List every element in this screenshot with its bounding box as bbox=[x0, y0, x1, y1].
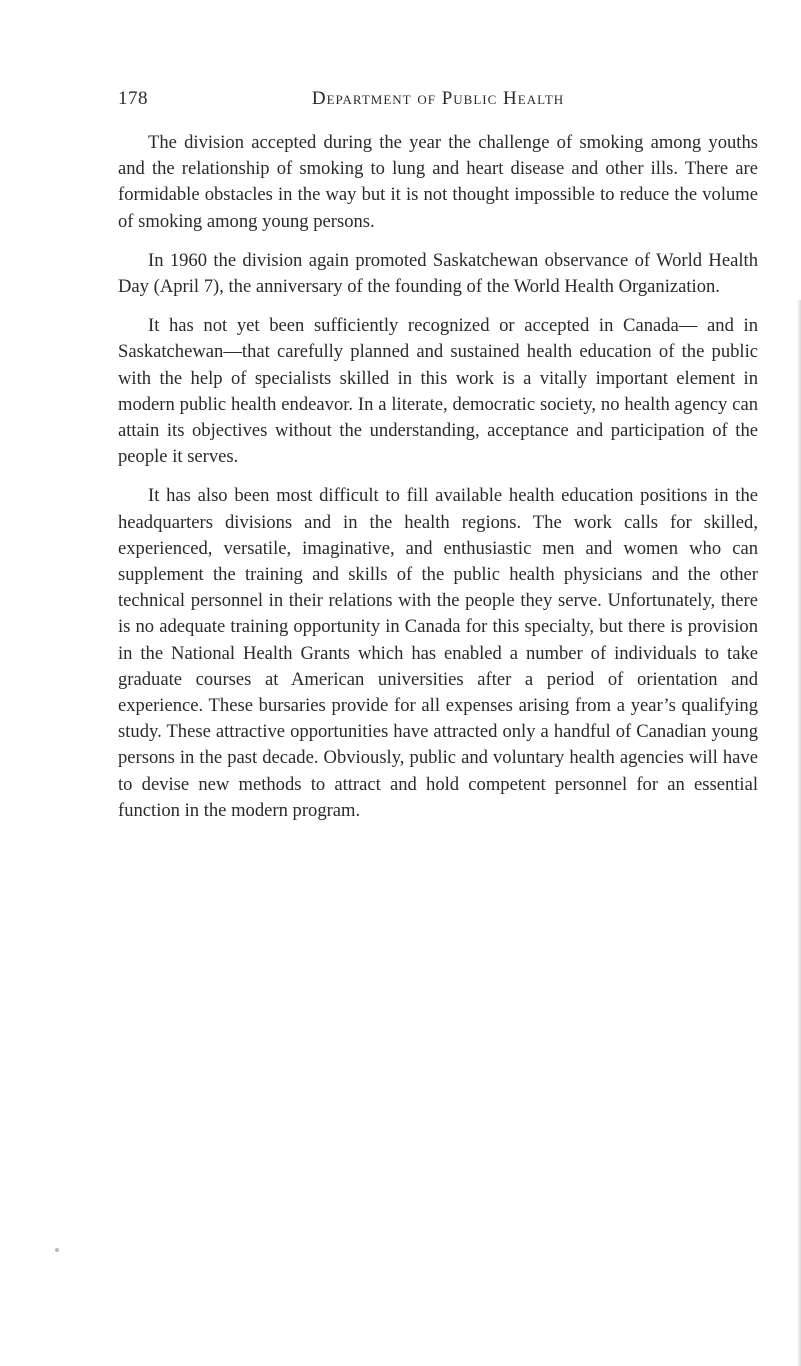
paragraph-smoking: The division accepted during the year the challenge of smoking among youths and the relationship of smoking to lung and heart disease and other ills. There are formidable obstacles in the way but it is not thought impossible to reduce the volume of smoking among young persons. bbox=[118, 132, 758, 232]
paragraph-world-health-day: In 1960 the division again promoted Saskatchewan observance of World Health Day (April 7), the anniversary of the founding of the World Health Organization. bbox=[118, 249, 758, 298]
paragraph-health-education: It has not yet been sufficiently recognized or accepted in Canada— and in Saskatchewan—that carefully planned and sustained health education of the public with the help of specialists skilled in this work is a vitally important element in modern public health endeavor. In a literate, democratic society, no health agency can attain its objectives without the understanding, acceptance and participation of the people it serves. bbox=[118, 315, 758, 468]
document-page bbox=[118, 88, 758, 837]
page-number: 178 bbox=[118, 88, 148, 109]
page-header bbox=[118, 88, 758, 116]
body-text bbox=[118, 130, 758, 824]
page-edge-shadow bbox=[797, 300, 801, 1366]
paragraph-staffing: It has also been most difficult to fill available health education positions in the headquarters divisions and in the health regions. The work calls for skilled, experienced, versatile, imaginative, and enthusiastic men and women who can supplement the training and skills of the public health physicians and the other technical personnel in their relations with the people they serve. Unfortunately, there is no adequate training opportunity in Canada for this specialty, but there is provision in the National Health Grants which has enabled a number of individuals to take graduate courses at American universities after a period of orientation and experience. These bursaries provide for all expenses arising from a year’s qualifying study. These attractive opportunities have attracted only a handful of Canadian young persons in the past decade. Obviously, public and voluntary health agencies will have to devise new methods to attract and hold competent personnel for an essential function in the modern program. bbox=[118, 485, 758, 821]
running-title: Department of Public Health bbox=[311, 88, 565, 109]
scan-speck bbox=[55, 1248, 59, 1252]
